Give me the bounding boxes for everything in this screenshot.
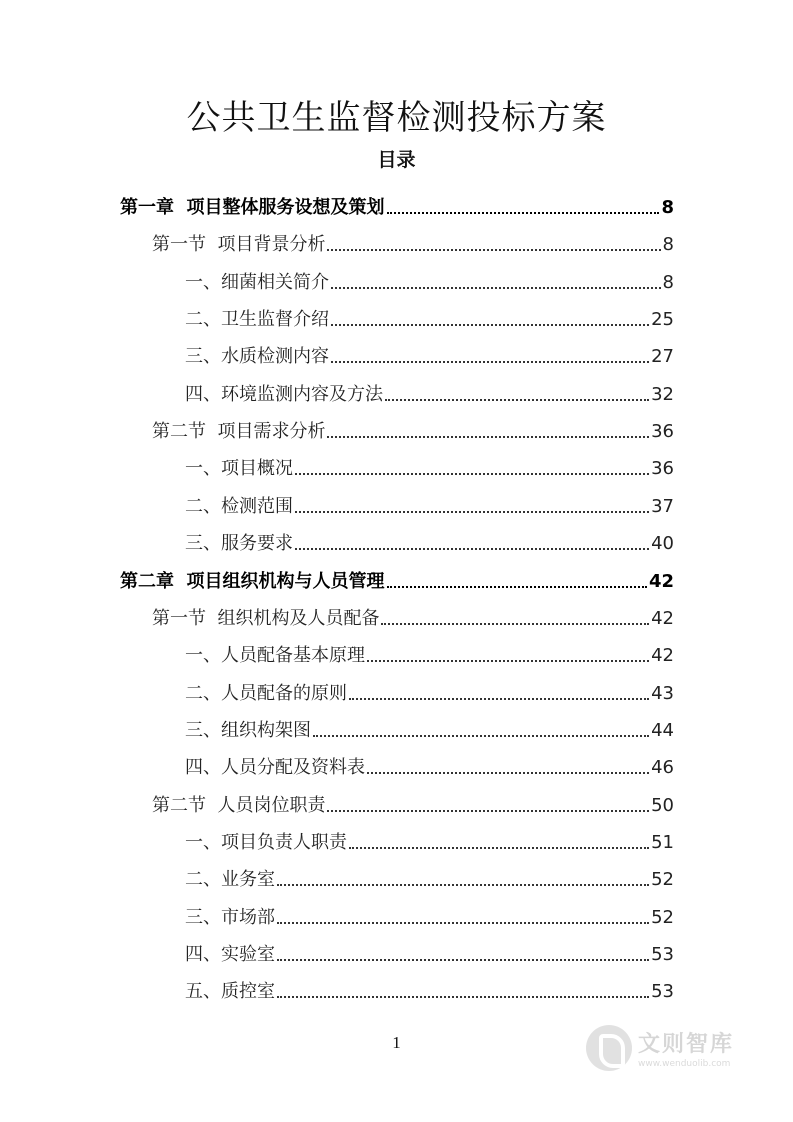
toc-entry[interactable] (185, 480, 674, 517)
toc-entry-page: 36 (651, 458, 674, 479)
toc-entry-page: 50 (651, 795, 674, 816)
toc-entry-label: 四、实验室 (185, 944, 275, 965)
toc-entry-label: 第一章 项目整体服务设想及策划 (120, 197, 385, 218)
toc-entry-page: 53 (651, 981, 674, 1002)
watermark-name: 文则智库 (638, 1032, 735, 1057)
toc-entry-label: 二、人员配备的原则 (185, 683, 347, 704)
toc-entry-label: 三、服务要求 (185, 533, 293, 554)
toc-entry-label: 第一节 组织机构及人员配备 (152, 608, 380, 629)
document-title: 公共卫生监督检测投标方案 (186, 98, 607, 138)
toc-dot-leader (331, 287, 661, 289)
toc-entry-page: 25 (651, 309, 674, 330)
toc-entry-label: 五、质控室 (185, 981, 275, 1002)
toc-entry[interactable] (185, 330, 674, 367)
toc-entry[interactable] (152, 218, 674, 255)
toc-dot-leader (277, 959, 649, 961)
toc-dot-leader (295, 548, 649, 550)
toc-entry-page: 42 (648, 571, 674, 592)
page-number: 1 (392, 1033, 401, 1052)
toc-dot-leader (327, 436, 649, 438)
watermark-text (638, 1027, 734, 1069)
toc-entry-label: 四、环境监测内容及方法 (185, 384, 383, 405)
toc-entry[interactable] (185, 442, 674, 479)
toc-entry-page: 8 (661, 197, 674, 218)
toc-entry[interactable] (185, 928, 674, 965)
toc-entry-label: 三、组织构架图 (185, 720, 311, 741)
toc-entry[interactable] (152, 592, 674, 629)
toc-entry-label: 二、检测范围 (185, 496, 293, 517)
toc-entry-page: 52 (651, 907, 674, 928)
toc-dot-leader (327, 810, 649, 812)
toc-entry[interactable] (185, 853, 674, 890)
toc-entry[interactable] (185, 667, 674, 704)
toc-entry[interactable] (185, 629, 674, 666)
toc-heading: 目录 (377, 149, 416, 171)
toc-dot-leader (295, 511, 649, 513)
toc-dot-leader (367, 660, 649, 662)
toc-entry-page: 42 (651, 645, 674, 666)
toc-dot-leader (331, 361, 649, 363)
toc-entry-label: 一、细菌相关简介 (185, 272, 329, 293)
toc-entry-label: 第一节 项目背景分析 (152, 234, 326, 255)
toc-entry[interactable] (152, 779, 674, 816)
toc-dot-leader (367, 772, 649, 774)
toc-entry-page: 27 (651, 346, 674, 367)
toc-entry-page: 36 (651, 421, 674, 442)
toc-dot-leader (277, 996, 649, 998)
toc-entry-page: 44 (651, 720, 674, 741)
toc-entry-page: 52 (651, 869, 674, 890)
toc-entry-label: 一、项目概况 (185, 458, 293, 479)
toc-dot-leader (277, 922, 649, 924)
toc-entry-page: 53 (651, 944, 674, 965)
toc-dot-leader (387, 212, 660, 214)
toc-entry[interactable] (185, 704, 674, 741)
toc-entry-page: 32 (651, 384, 674, 405)
toc-dot-leader (349, 847, 649, 849)
toc-dot-leader (349, 698, 649, 700)
toc-entry[interactable] (185, 891, 674, 928)
toc-entry-page: 40 (651, 533, 674, 554)
toc-entry-page: 46 (651, 757, 674, 778)
toc-entry[interactable] (185, 816, 674, 853)
toc-entry-label: 二、卫生监督介绍 (185, 309, 329, 330)
toc-entry[interactable] (185, 368, 674, 405)
toc-entry-page: 51 (651, 832, 674, 853)
toc-entry-label: 四、人员分配及资料表 (185, 757, 365, 778)
toc-entry[interactable] (120, 181, 674, 218)
toc-dot-leader (277, 884, 649, 886)
toc-entry-label: 三、市场部 (185, 907, 275, 928)
watermark-url: www.wenduolib.com (638, 1059, 731, 1069)
toc-entry[interactable] (120, 555, 674, 592)
toc-entry[interactable] (185, 517, 674, 554)
toc-entry[interactable] (185, 293, 674, 330)
toc-entry-label: 第二节 人员岗位职责 (152, 795, 326, 816)
toc-dot-leader (385, 399, 649, 401)
watermark (586, 1018, 756, 1078)
toc-entry[interactable] (152, 405, 674, 442)
toc-entry-page: 43 (651, 683, 674, 704)
book-logo-icon (586, 1025, 632, 1071)
toc-dot-leader (327, 249, 660, 251)
toc-entry-label: 一、人员配备基本原理 (185, 645, 365, 666)
toc-entry[interactable] (185, 741, 674, 778)
toc-dot-leader (387, 586, 647, 588)
toc-dot-leader (331, 324, 649, 326)
toc-entry-page: 37 (651, 496, 674, 517)
toc-entry[interactable] (185, 256, 674, 293)
toc-dot-leader (381, 623, 649, 625)
toc-entry-label: 第二章 项目组织机构与人员管理 (120, 571, 385, 592)
toc-dot-leader (313, 735, 649, 737)
toc-entry-label: 第二节 项目需求分析 (152, 421, 326, 442)
toc-entry-page: 8 (662, 272, 674, 293)
toc-entry[interactable] (185, 965, 674, 1002)
toc-entry-label: 二、业务室 (185, 869, 275, 890)
toc-dot-leader (295, 473, 649, 475)
toc-entry-label: 一、项目负责人职责 (185, 832, 347, 853)
toc-entry-label: 三、水质检测内容 (185, 346, 329, 367)
toc-entry-page: 42 (651, 608, 674, 629)
toc-entry-page: 8 (662, 234, 674, 255)
